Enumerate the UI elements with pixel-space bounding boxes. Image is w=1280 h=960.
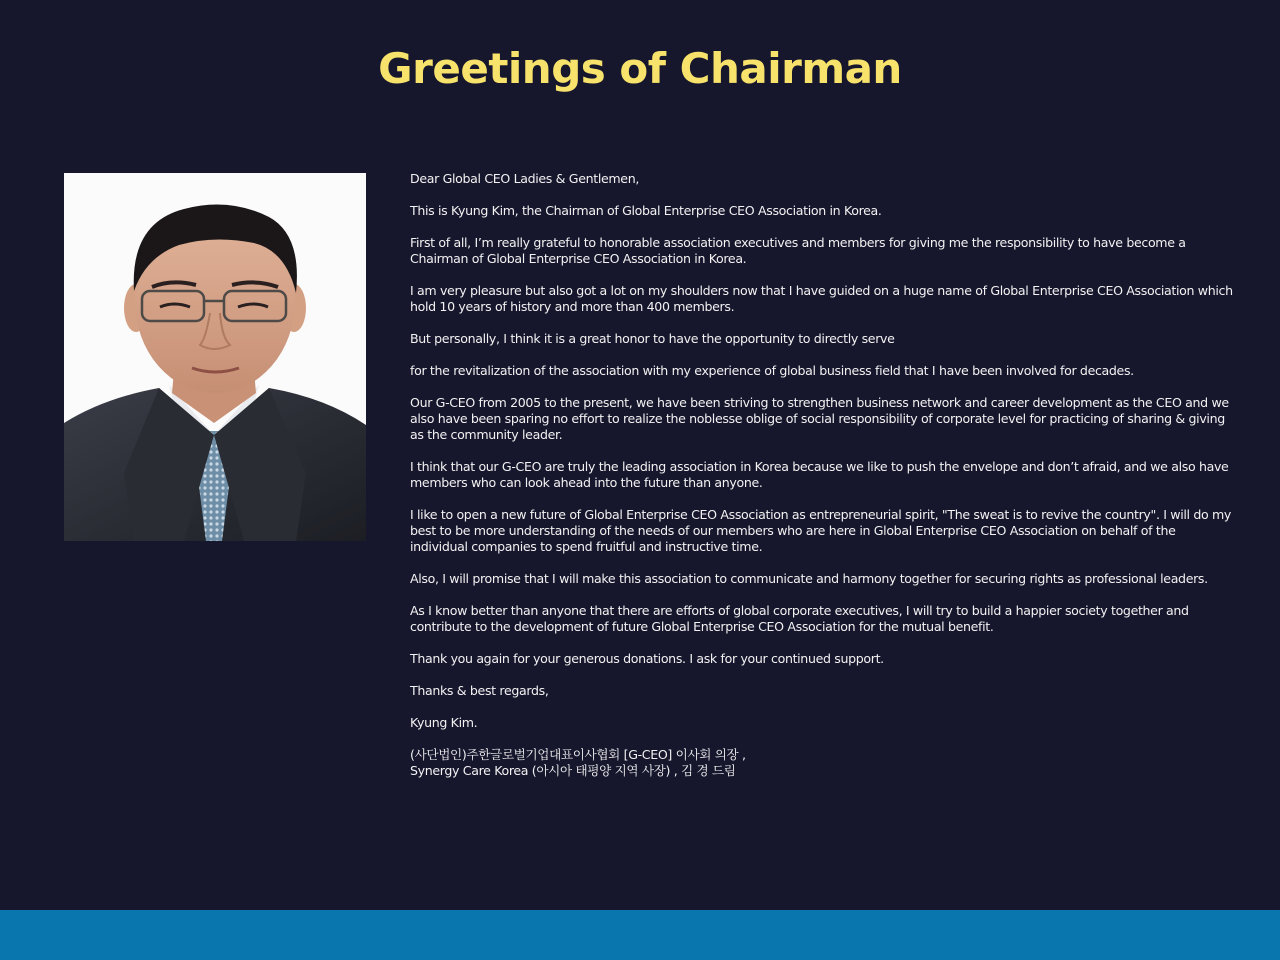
letter-paragraph: I am very pleasure but also got a lot on my shoulders now that I have guided on a huge name of Global Enterprise CEO Association which hold 10 years of history and more than 400 members. bbox=[410, 283, 1233, 314]
greeting-letter bbox=[410, 171, 1236, 779]
letter-paragraph: Also, I will promise that I will make this association to communicate and harmony together for securing rights as professional leaders. bbox=[410, 571, 1208, 586]
letter-paragraph: Thank you again for your generous donations. I ask for your continued support. bbox=[410, 651, 884, 666]
letter-paragraph: I think that our G-CEO are truly the leading association in Korea because we like to push the envelope and don’t afraid, and we also have members who can look ahead into the future than anyone. bbox=[410, 459, 1229, 490]
footer-bar bbox=[0, 910, 1280, 960]
signature-block bbox=[410, 747, 1236, 779]
letter-paragraph: I like to open a new future of Global Enterprise CEO Association as entrepreneurial spirit, "The sweat is to revive the country". I will do my best to be more understanding of the needs of our members who are here in Global Enterprise CEO Association on behalf of the individual companies to spend fruitful and instructive time. bbox=[410, 507, 1232, 554]
letter-paragraph: Dear Global CEO Ladies & Gentlemen, bbox=[410, 171, 639, 186]
letter-paragraph: But personally, I think it is a great honor to have the opportunity to directly serve bbox=[410, 331, 895, 346]
letter-paragraph: As I know better than anyone that there are efforts of global corporate executives, I will try to build a happier society together and contribute to the development of future Global Enterprise CEO Association for the mutual benefit. bbox=[410, 603, 1189, 634]
letter-signer: Kyung Kim. bbox=[410, 715, 478, 730]
letter-paragraph: for the revitalization of the association with my experience of global business field that I have been involved for decades. bbox=[410, 363, 1134, 378]
signature-line: Synergy Care Korea (아시아 태평양 지역 사장) , 김 경 드림 bbox=[410, 763, 736, 778]
chairman-photo bbox=[64, 173, 366, 541]
letter-closing: Thanks & best regards, bbox=[410, 683, 549, 698]
letter-paragraph: This is Kyung Kim, the Chairman of Global Enterprise CEO Association in Korea. bbox=[410, 203, 882, 218]
letter-paragraph: First of all, I’m really grateful to honorable association executives and members for giving me the responsibility to have become a Chairman of Global Enterprise CEO Association in Korea. bbox=[410, 235, 1186, 266]
letter-paragraph: Our G-CEO from 2005 to the present, we have been striving to strengthen business network and career development as the CEO and we also have been sparing no effort to realize the noblesse oblige of social responsibility of corporate level for practicing of sharing & giving as the community leader. bbox=[410, 395, 1229, 442]
page-title: Greetings of Chairman bbox=[378, 44, 902, 93]
signature-line: (사단법인)주한글로벌기업대표이사협회 [G-CEO] 이사회 의장 , bbox=[410, 747, 746, 762]
